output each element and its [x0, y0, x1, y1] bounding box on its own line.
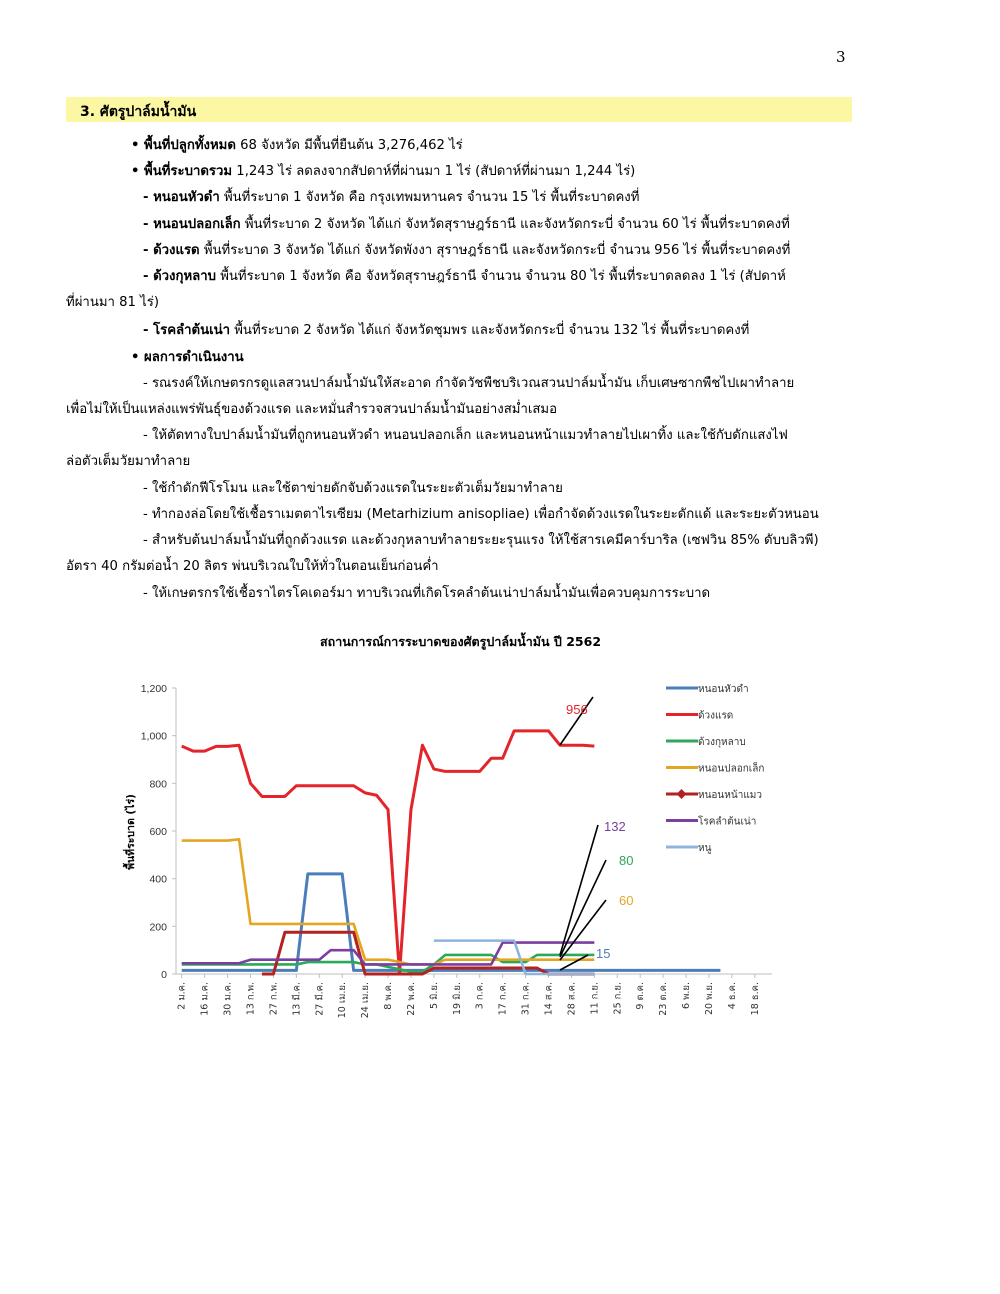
y-tick-label: 600	[149, 826, 167, 838]
x-tick-label: 11 ก.ย.	[589, 982, 601, 1015]
annotation-label: 132	[604, 819, 626, 834]
body-line-text: พื้นที่ระบาด 1 จังหวัด คือ กรุงเทพมหานคร จำนวน 15 ไร่ พื้นที่ระบาดคงที่	[219, 190, 640, 205]
x-tick-label: 13 ก.พ.	[245, 982, 257, 1016]
body-line-heading: • ผลการดำเนินงาน	[131, 350, 244, 365]
x-tick-label: 13 มี.ค.	[291, 982, 303, 1016]
y-tick-label: 0	[161, 969, 167, 981]
legend-label: ด้วงกุหลาบ	[698, 737, 746, 748]
x-tick-label: 14 ส.ค.	[543, 982, 555, 1016]
body-line-text: - ให้ตัดทางใบปาล์มน้ำมันที่ถูกหนอนหัวดำ หนอนปลอกเล็ก และหนอนหน้าแมวทำลายไปเผาทิ้ง และใช้กับดักแสงไฟ	[143, 428, 788, 443]
legend-label: ด้วงแรด	[698, 710, 734, 722]
x-tick-label: 8 พ.ค.	[383, 982, 395, 1010]
legend-label: หนอนหน้าแมว	[698, 790, 762, 801]
annotation-label: 15	[596, 946, 611, 961]
body-line-text: - ใช้กำดักฟีโรโมน และใช้ตาข่ายดักจับด้วงแรดในระยะตัวเต็มวัยมาทำลาย	[143, 481, 563, 496]
series-line	[182, 731, 595, 974]
x-tick-label: 3 ก.ค.	[474, 982, 486, 1010]
body-line-text: พื้นที่ระบาด 3 จังหวัด ได้แก่ จังหวัดพังงา สุราษฎร์ธานี และจังหวัดกระบี่ จำนวน 956 ไร่ พื้นที่ระบาดคงที่	[199, 243, 791, 258]
annotation-leader	[560, 955, 588, 970]
body-line-text: - ให้เกษตรกรใช้เชื้อราไตรโคเดอร์มา ทาบริเวณที่เกิดโรคลำต้นเน่าปาล์มน้ำมันเพื่อควบคุมการระบาด	[143, 586, 711, 601]
body-line-text: เพื่อไม่ให้เป็นแหล่งแพร่พันธุ์ของด้วงแรด และหมั่นสำรวจสวนปาล์มน้ำมันอย่างสม่ำเสมอ	[66, 402, 558, 417]
x-tick-label: 17 ก.ค.	[497, 982, 509, 1016]
x-tick-label: 25 ก.ย.	[612, 982, 624, 1015]
legend-label: โรคลำต้นเน่า	[698, 816, 757, 828]
y-tick-label: 1,000	[140, 730, 167, 743]
y-tick-label: 1,200	[140, 683, 167, 695]
body-line-heading: - ด้วงแรด	[143, 243, 200, 258]
body-line-text: ล่อตัวเต็มวัยมาทำลาย	[66, 454, 191, 469]
x-tick-label: 28 ส.ค.	[566, 982, 578, 1016]
x-tick-label: 30 ม.ค.	[222, 982, 234, 1016]
annotation-label: 60	[619, 893, 634, 908]
chart-title: สถานการณ์การระบาดของศัตรูปาล์มน้ำมัน ปี 2562	[320, 634, 602, 649]
y-tick-label: 200	[149, 921, 167, 934]
legend-label: หนอนปลอกเล็ก	[698, 763, 765, 775]
annotation-label: 80	[619, 853, 634, 868]
x-tick-label: 18 ธ.ค.	[749, 982, 761, 1016]
body-line-text: - รณรงค์ให้เกษตรกรดูแลสวนปาล์มน้ำมันให้สะอาด กำจัดวัชพืชบริเวณสวนปาล์มน้ำมัน เก็บเศษซากพืชไปเผาทำลาย	[143, 376, 795, 391]
body-line-heading: - ด้วงกุหลาบ	[143, 269, 217, 284]
body-line-text: 68 จังหวัด มีพื้นที่ยืนต้น 3,276,462 ไร่	[235, 138, 463, 153]
body-line-text: อัตรา 40 กรัมต่อน้ำ 20 ลิตร พ่นบริเวณใบให้ทั่วในตอนเย็นก่อนค่ำ	[66, 559, 439, 574]
x-tick-label: 19 มิ.ย.	[451, 982, 463, 1015]
x-tick-label: 4 ธ.ค.	[726, 982, 738, 1010]
body-line-heading: • พื้นที่ระบาดรวม	[131, 164, 233, 179]
legend-label: หนอนหัวดำ	[698, 684, 749, 695]
body-line-text: พื้นที่ระบาด 2 จังหวัด ได้แก่ จังหวัดชุมพร และจังหวัดกระบี่ จำนวน 132 ไร่ พื้นที่ระบาดคงที่	[230, 323, 750, 338]
y-tick-label: 400	[149, 873, 167, 886]
x-tick-label: 10 เม.ย.	[337, 982, 349, 1019]
body-line-text: - ทำกองล่อโดยใช้เชื้อราเมตตาไรเซียม (Metarhizium anisopliae) เพื่อกำจัดด้วงแรดในระยะดักแด้ และระยะตัวหนอน	[143, 507, 819, 522]
y-tick-label: 800	[149, 778, 167, 791]
body-line-text: 1,243 ไร่ ลดลงจากสัปดาห์ที่ผ่านมา 1 ไร่ (สัปดาห์ที่ผ่านมา 1,244 ไร่)	[232, 164, 636, 179]
body-line-text: - สำหรับต้นปาล์มน้ำมันที่ถูกด้วงแรด และด้วงกุหลาบทำลายระยะรุนแรง ให้ใช้สารเคมีคาร์บาริล (เซฟวิน 85% ดับบลิวพี)	[143, 533, 819, 548]
x-tick-label: 23 ต.ค.	[658, 982, 670, 1016]
body-line-text: ที่ผ่านมา 81 ไร่)	[66, 295, 159, 310]
x-tick-label: 16 ม.ค.	[199, 982, 211, 1016]
annotation-label: 956	[566, 702, 588, 717]
body-line-text: พื้นที่ระบาด 1 จังหวัด คือ จังหวัดสุราษฎร์ธานี จำนวน จำนวน 80 ไร่ พื้นที่ระบาดลดลง 1 ไร่ (สัปดาห์	[216, 269, 786, 284]
x-tick-label: 27 มี.ค.	[314, 982, 326, 1016]
series-line	[182, 839, 595, 964]
x-tick-label: 9 ต.ค.	[635, 982, 647, 1010]
x-tick-label: 2 ม.ค.	[176, 982, 188, 1010]
body-line-text: พื้นที่ระบาด 2 จังหวัด ได้แก่ จังหวัดสุราษฎร์ธานี และจังหวัดกระบี่ จำนวน 60 ไร่ พื้นที่ระบาดคงที่	[240, 217, 790, 232]
legend-label: หนู	[698, 843, 712, 854]
body-line-heading: - หนอนหัวดำ	[143, 190, 220, 205]
x-tick-label: 31 ก.ค.	[520, 982, 532, 1016]
section-title: 3. ศัตรูปาล์มน้ำมัน	[80, 104, 197, 120]
x-tick-label: 24 เม.ย.	[360, 982, 372, 1019]
x-tick-label: 20 พ.ย.	[703, 982, 715, 1015]
x-tick-label: 5 มิ.ย.	[428, 982, 440, 1009]
body-line-heading: • พื้นที่ปลูกทั้งหมด	[131, 138, 236, 153]
x-tick-label: 27 ก.พ.	[268, 982, 280, 1016]
body-line-heading: - โรคลำต้นเน่า	[143, 323, 231, 338]
x-tick-label: 6 พ.ย.	[681, 982, 693, 1009]
series-line	[182, 943, 595, 965]
x-tick-label: 22 พ.ค.	[405, 982, 417, 1016]
legend-marker	[677, 789, 687, 799]
page-number: 3	[836, 48, 846, 66]
body-line-heading: - หนอนปลอกเล็ก	[143, 217, 241, 232]
y-axis-label: พื้นที่ระบาด (ไร่)	[125, 794, 137, 870]
